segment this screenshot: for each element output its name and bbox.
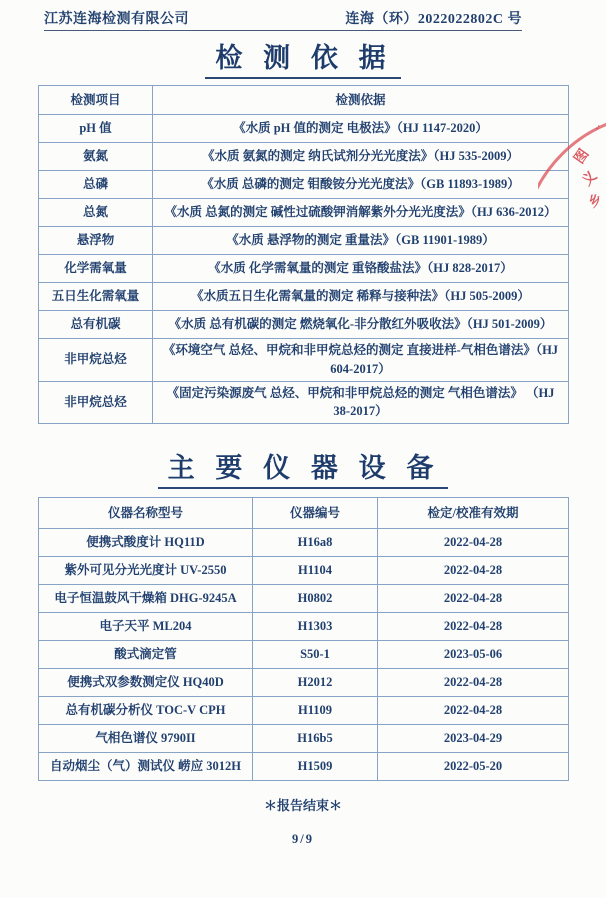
table-row [39,641,569,669]
table-cell: 非甲烷总烃 [39,339,153,382]
section-title-main-instruments [0,446,606,489]
table-row [39,311,569,339]
table-cell: 便携式双参数测定仪 HQ40D [39,669,253,697]
column-header-instrument-name: 仪器名称型号 [39,498,253,529]
section-title-testing-basis [0,36,606,79]
seal-dots: ·· [592,121,604,133]
table-row [39,381,569,424]
table-cell: 2023-05-06 [378,641,569,669]
table-row [39,143,569,171]
table-row [39,199,569,227]
table-cell: 悬浮物 [39,227,153,255]
table-cell: 《水质 氨氮的测定 纳氏试剂分光光度法》（HJ 535-2009） [153,143,569,171]
report-end-mark: ＊报告结束＊ [263,798,342,813]
table-cell: 《水质 总磷的测定 钼酸铵分光光度法》（GB 11893-1989） [153,171,569,199]
seal-character: 义 [578,167,600,189]
instruments-table [38,497,569,781]
table-row [39,171,569,199]
column-header-test-basis: 检测依据 [153,86,569,115]
table-cell: H1104 [253,557,378,585]
seal-character: 图 [570,145,592,167]
seal-character: 乡 [585,190,605,211]
table-cell: 《水质五日生化需氧量的测定 稀释与接种法》（HJ 505-2009） [153,283,569,311]
table-cell: H1303 [253,613,378,641]
table-row [39,585,569,613]
table-cell: 《固定污染源废气 总烃、甲烷和非甲烷总烃的测定 气相色谱法》 （HJ 38-2017） [153,381,569,424]
table-cell: 气相色谱仪 9790II [39,725,253,753]
table-cell: 《环境空气 总烃、甲烷和非甲烷总烃的测定 直接进样-气相色谱法》（HJ 604-2017） [153,339,569,382]
page-number: 9/9 [292,832,314,846]
table-cell: 2023-04-29 [378,725,569,753]
table-row [39,529,569,557]
table-cell: 2022-04-28 [378,669,569,697]
table-cell: 酸式滴定管 [39,641,253,669]
table-cell: 电子恒温鼓风干燥箱 DHG-9245A [39,585,253,613]
section-title-text: 主 要 仪 器 设 备 [158,446,449,489]
table-cell: pH 值 [39,115,153,143]
table-row [39,753,569,781]
table-cell: 2022-04-28 [378,697,569,725]
table-cell: 自动烟尘（气）测试仪 崂应 3012H [39,753,253,781]
column-header-calibration-validity: 检定/校准有效期 [378,498,569,529]
table-cell: 《水质 化学需氧量的测定 重铬酸盐法》（HJ 828-2017） [153,255,569,283]
table-cell: 化学需氧量 [39,255,153,283]
section-title-text: 检 测 依 据 [205,36,400,79]
table-cell: 2022-04-28 [378,529,569,557]
table-cell: 总磷 [39,171,153,199]
table-cell: 总有机碳分析仪 TOC-V CPH [39,697,253,725]
table-cell: 2022-04-28 [378,585,569,613]
table-row [39,339,569,382]
table-cell: 便携式酸度计 HQ11D [39,529,253,557]
table-cell: 2022-04-28 [378,613,569,641]
table-cell: 总氮 [39,199,153,227]
table-row [39,697,569,725]
table-row [39,115,569,143]
column-header-instrument-id: 仪器编号 [253,498,378,529]
table-row [39,669,569,697]
column-header-test-item: 检测项目 [39,86,153,115]
table-cell: 《水质 pH 值的测定 电极法》（HJ 1147-2020） [153,115,569,143]
table-row [39,725,569,753]
table-cell: 《水质 总有机碳的测定 燃烧氧化-非分散红外吸收法》（HJ 501-2009） [153,311,569,339]
table-header-row [39,86,569,115]
table-cell: S50-1 [253,641,378,669]
table-cell: H1109 [253,697,378,725]
table-header-row [39,498,569,529]
table-cell: 2022-04-28 [378,557,569,585]
table-cell: H16b5 [253,725,378,753]
page-header [44,8,522,31]
table-row [39,283,569,311]
table-cell: 非甲烷总烃 [39,381,153,424]
table-cell: 紫外可见分光光度计 UV-2550 [39,557,253,585]
table-cell: H2012 [253,669,378,697]
testing-basis-table [38,85,569,424]
table-row [39,227,569,255]
table-cell: 《水质 总氮的测定 碱性过硫酸钾消解紫外分光光度法》（HJ 636-2012） [153,199,569,227]
table-cell: H0802 [253,585,378,613]
table-row [39,255,569,283]
table-cell: 五日生化需氧量 [39,283,153,311]
report-number: 连海（环）2022022802C 号 [345,12,522,27]
table-cell: 2022-05-20 [378,753,569,781]
table-row [39,557,569,585]
table-cell: 氨氮 [39,143,153,171]
company-name: 江苏连海检测有限公司 [44,12,189,27]
table-cell: 《水质 悬浮物的测定 重量法》（GB 11901-1989） [153,227,569,255]
table-cell: 电子天平 ML204 [39,613,253,641]
table-cell: H16a8 [253,529,378,557]
table-cell: H1509 [253,753,378,781]
table-cell: 总有机碳 [39,311,153,339]
table-row [39,613,569,641]
